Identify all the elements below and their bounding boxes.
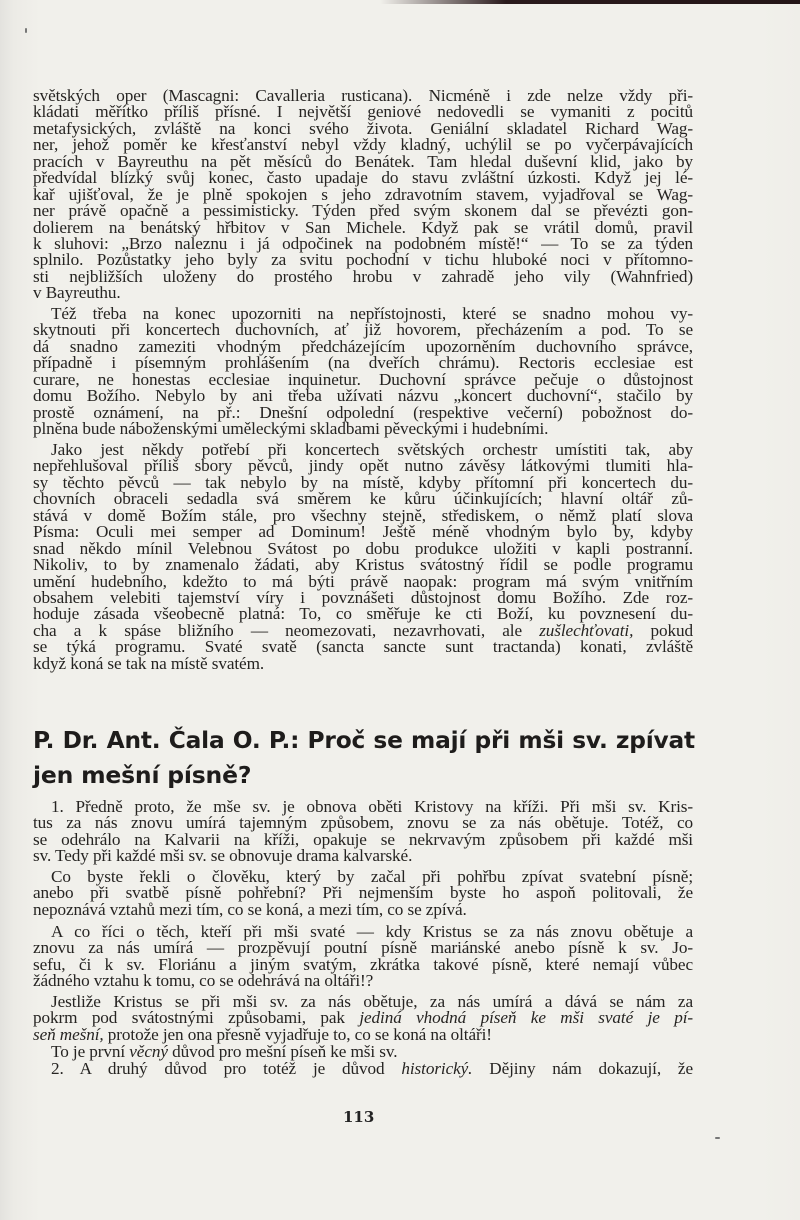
text-line: předvídal blízký svůj konec, často upadaje do stavu zvláštní úzkosti. Když jej lé- bbox=[33, 168, 693, 188]
paper-speck bbox=[715, 1137, 720, 1139]
article-paragraph-6 bbox=[33, 1061, 693, 1077]
text-line: sti nejbližších uloženy do prostého hrobu v zahradě jeho vily (Wahnfried) bbox=[33, 266, 693, 286]
text-line: Co byste řekli o člověku, který by začal při pohřbu zpívat svatební písně; bbox=[51, 867, 693, 886]
text-line: znovu za nás umírá — prozpěvují poutní písně mariánské anebo písně k sv. Jo- bbox=[33, 938, 693, 958]
text-run: pokud bbox=[633, 620, 693, 640]
text-line: prostě oznámení, na př.: Dnešní odpolední (respektive večerní) pobožnost do- bbox=[33, 402, 693, 422]
text-run: důvod pro mešní píseň ke mši sv. bbox=[167, 1042, 398, 1061]
page-edge-shadow bbox=[380, 0, 800, 4]
text-line: sv. Tedy při každé mši sv. se obnovuje drama kalvarské. bbox=[33, 846, 413, 866]
text-line: pracích v Bayreuthu na pět měsíců do Benátek. Tam hledal duševní klid, jako by bbox=[33, 151, 693, 171]
text-line: hoduje zásada všeobecně platná: To, co směřuje ke cti Boží, ku povznesení du- bbox=[33, 604, 693, 624]
text-line: sy těchto pěvců — tak nebylo by na místě, kdyby přítomní při koncertech du- bbox=[33, 472, 693, 492]
text-line: A co říci o těch, kteří při mši svaté — kdy Kristus se za nás znovu obětuje a bbox=[51, 922, 693, 941]
text-line: ner, jehož poměr ke křesťanství nebyl vždy kladný, uchýlil se po vyčerpávajících bbox=[33, 135, 693, 155]
text-run: protože jen ona přesně vyjadřuje to, co se koná na oltáři! bbox=[103, 1024, 492, 1044]
text-line: splnilo. Pozůstatky jeho byly za svitu pochodní v tichu hluboké noci v přítomno- bbox=[33, 250, 693, 270]
text-line: curare, ne honestas ecclesiae inquinetur. Duchovní správce pečuje o důstojnost bbox=[33, 369, 693, 389]
text-run: 2. A druhý důvod pro totéž je důvod bbox=[51, 1059, 402, 1078]
text-line bbox=[33, 1044, 693, 1060]
italic-run: jediná vhodná píseň ke mši svaté je pí- bbox=[359, 1008, 694, 1028]
text-line: chovních obraceli sedadla svá směrem ke kůru účinkujících; hlavní oltář zů- bbox=[33, 489, 693, 509]
text-line: Nikoliv, to by znamenalo žádati, aby Kristus svátostný řídil se podle programu bbox=[33, 555, 693, 575]
text-line: případně i písemným prohlášením (na dveřích chrámu). Rectoris ecclesiae est bbox=[33, 353, 693, 373]
paragraph-decorum bbox=[33, 306, 693, 438]
paragraph-wagner bbox=[33, 88, 693, 302]
text-line: nepřehlušoval příliš sbory pěvců, jindy opět nutno závěsy látkovými tlumiti hla- bbox=[33, 456, 693, 476]
article-paragraph-3 bbox=[33, 924, 693, 990]
page-number: 113 bbox=[343, 1108, 375, 1126]
heading-line-2: jen mešní písně? bbox=[33, 761, 252, 789]
article-paragraph-1 bbox=[33, 799, 693, 865]
text-line: tus za nás znovu umírá tajemným způsobem, znovu se za nás obětuje. Totéž, co bbox=[33, 813, 693, 833]
text-line: žádného vztahu k tomu, co se odehrává na oltáři!? bbox=[33, 971, 374, 991]
article-paragraph-5 bbox=[33, 1044, 693, 1060]
italic-run: věcný bbox=[129, 1042, 168, 1061]
text-line: kař ujišťoval, že je plně spokojen s jeho zdravotním stavem, vyjadřoval se Wag- bbox=[33, 184, 693, 204]
text-line: Písma: Oculi mei semper ad Dominum! Ještě méně vhodným bylo by, kdyby bbox=[33, 522, 693, 542]
italic-run: zušlechťovati, bbox=[539, 620, 634, 640]
heading-line-1: P. Dr. Ant. Čala O. P.: Proč se mají při mši sv. zpívat bbox=[33, 727, 695, 754]
text-line: Též třeba na konec upozorniti na nepřístojnosti, které se snadno mohou vy- bbox=[51, 304, 693, 323]
paper-speck bbox=[25, 28, 27, 33]
text-run: To je první bbox=[51, 1042, 130, 1061]
text-line: ner právě opačně a pessimisticky. Týden před svým skonem dal se převézti gon- bbox=[33, 201, 693, 221]
text-line: dolierem na benátský hřbitov v San Michele. Když pak se vrátil domů, pravil bbox=[33, 217, 693, 237]
text-run: pokrm pod svátostnými způsobami, pak bbox=[33, 1008, 360, 1028]
text-line: Jestliže Kristus se při mši sv. za nás obětuje, za nás umírá a dává se nám za bbox=[51, 992, 693, 1011]
text-line bbox=[33, 1061, 693, 1077]
text-line: obsahem velebiti tajemství víry i povznášeti důstojnost domu Božího. Zde roz- bbox=[33, 587, 693, 607]
text-line: stává v domě Božím stále, pro všechny stejně, střediskem, o němž platí slova bbox=[33, 505, 693, 525]
text-line: plněna bude náboženskými uměleckými skladbami pěveckými i hudebními. bbox=[33, 419, 549, 439]
text-line: dá snadno zameziti vhodným předcházejícím upozorněním duchovního správce, bbox=[33, 336, 693, 356]
text-line: 1. Předně proto, že mše sv. je obnova oběti Kristovy na kříži. Při mši sv. Kris- bbox=[51, 797, 693, 816]
article-paragraph-2 bbox=[33, 869, 693, 918]
text-line: když koná se tak na místě svatém. bbox=[33, 653, 265, 673]
text-run: Dějiny nám dokazují, že bbox=[472, 1059, 693, 1078]
text-run: cha a k spáse bližního — neomezovati, nezavrhovati, ale bbox=[33, 620, 540, 640]
italic-run: seň mešní, bbox=[33, 1024, 104, 1044]
text-line: kládati měřítko příliš přísné. I největší geniové nedovedli se vymaniti z pocitů bbox=[33, 102, 693, 122]
text-line: snad někdo mínil Velebnou Svátost po dobu produkce uložiti v kapli postranní. bbox=[33, 538, 693, 558]
text-line: domu Božího. Nebylo by ani třeba užívati názvu „koncert duchovní“, stačilo by bbox=[33, 386, 693, 406]
article-paragraph-4 bbox=[33, 994, 693, 1043]
paragraph-orchestra bbox=[33, 442, 693, 672]
text-line: metafysických, zvláště na konci svého života. Geniální skladatel Richard Wag- bbox=[33, 118, 693, 138]
article-heading bbox=[33, 724, 695, 792]
text-line: se odehrálo na Kalvarii na kříži, opakuje se nekrvavým způsobem při každé mši bbox=[33, 829, 693, 849]
text-line: skytnouti při koncertech duchovních, ať již hovorem, přecházením a pod. To se bbox=[33, 320, 693, 340]
text-line: v Bayreuthu. bbox=[33, 283, 121, 303]
text-line: světských oper (Mascagni: Cavalleria rusticana). Nicméně i zde nelze vždy při- bbox=[33, 86, 693, 105]
italic-run: historický. bbox=[401, 1059, 473, 1078]
text-line: anebo při svatbě písně pohřební? Při nejmenším byste ho aspoň politovali, že bbox=[33, 883, 693, 903]
text-line: umění hudebního, kdežto to má býti právě naopak: program má svým vnitřním bbox=[33, 571, 693, 591]
text-line: se týká programu. Svaté svatě (sancta sancte sunt tractanda) konati, zvláště bbox=[33, 637, 693, 657]
text-line: k sluhovi: „Brzo naleznu i já odpočinek na podobném místě!“ — To se za týden bbox=[33, 233, 693, 253]
text-line: nepoznává vztahů mezi tím, co se koná, a mezi tím, co se zpívá. bbox=[33, 899, 467, 919]
text-line: sefu, či k sv. Floriánu a jiným svatým, zkrátka takové písně, které nemají vůbec bbox=[33, 954, 693, 974]
text-line: Jako jest někdy potřebí při koncertech světských orchestr umístiti tak, aby bbox=[51, 440, 693, 459]
text-line bbox=[33, 1024, 693, 1044]
